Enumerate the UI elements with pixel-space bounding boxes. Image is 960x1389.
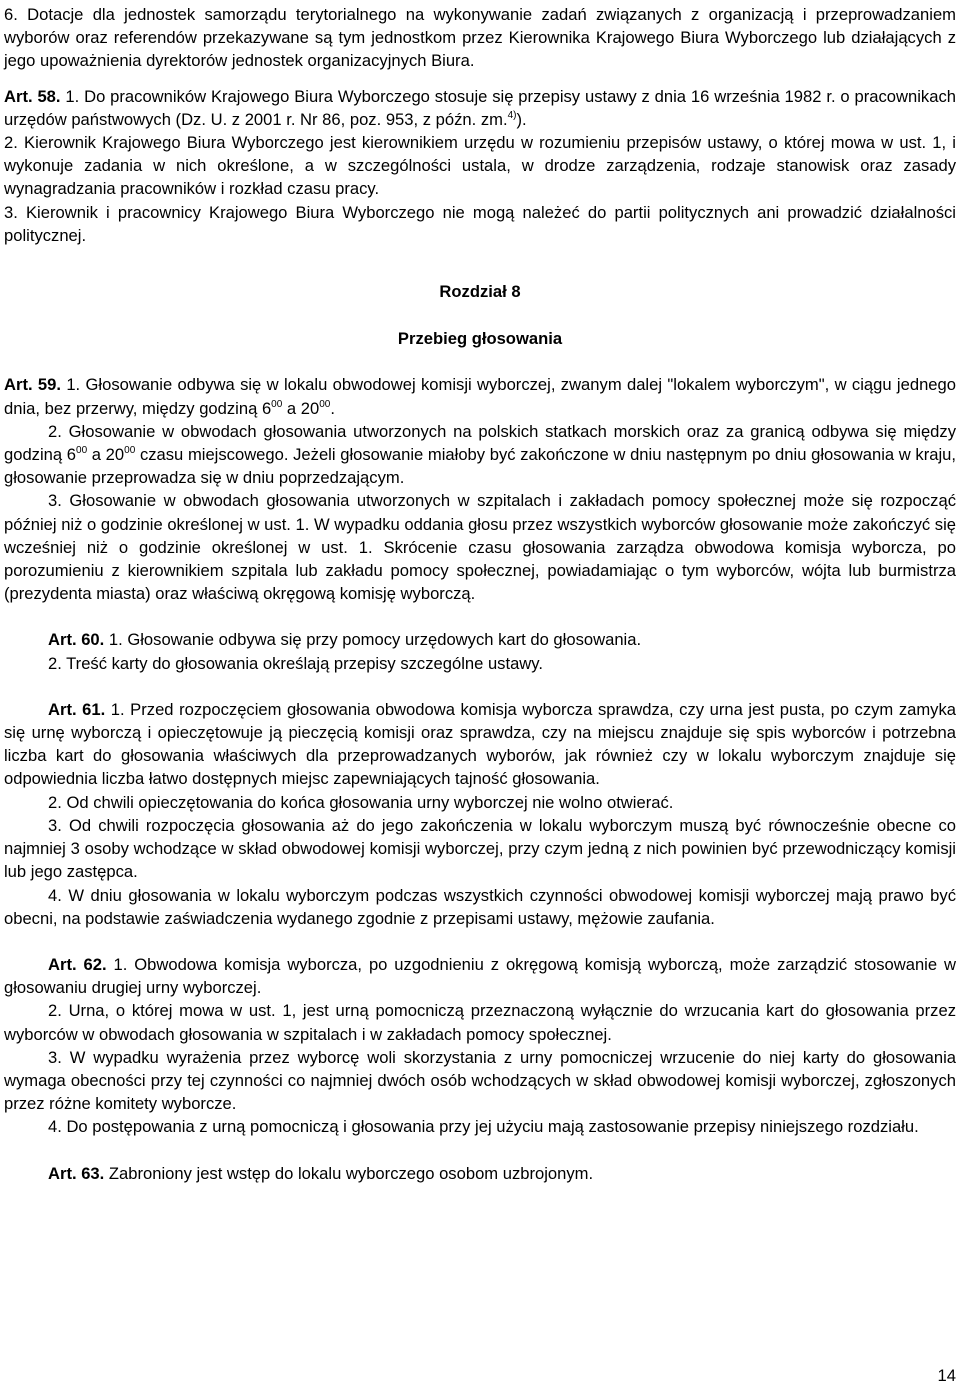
document-page xyxy=(4,3,956,1185)
text-span: ). xyxy=(516,109,527,129)
article-label: Art. 61. xyxy=(48,699,106,719)
art-58-paragraph-1 xyxy=(4,85,956,131)
art-58-paragraph-3: 3. Kierownik i pracownicy Krajowego Biura Wyborczego nie mogą należeć do partii politycznych ani prowadzić działalności politycznej. xyxy=(4,202,956,245)
text-span: 1. Do pracowników Krajowego Biura Wyborczego stosuje się przepisy ustawy z dnia 16 września 1982 r. o pracownikach urzędów państwowych (Dz. U. z 2001 r. Nr 86, poz. 953, z późn. zm. xyxy=(4,86,956,129)
art-62-paragraph-2: 2. Urna, o której mowa w ust. 1, jest urną pomocniczą przeznaczoną wyłącznie do wrzucania kart do głosowania przez wyborców w obwodach głosowania w szpitalach i w zakładach pomocy społecznej. xyxy=(4,1001,956,1044)
text-span: 2. Głosowanie w obwodach głosowania utworzonych na polskich statkach morskich oraz za granicą odbywa się między godziną 6 xyxy=(4,421,956,465)
article-label: Art. 60. xyxy=(48,630,105,650)
art-62-paragraph-4: 4. Do postępowania z urną pomocniczą i głosowania przy jej użyciu mają zastosowanie przepisy niniejszego rozdziału. xyxy=(48,1117,919,1137)
art-60-paragraph-2: 2. Treść karty do głosowania określają przepisy szczególne ustawy. xyxy=(48,653,543,673)
text-span: 1. Przed rozpoczęciem głosowania obwodowa komisja wyborcza sprawdza, czy urna jest pusta, po czym zamyka się urnę wyborczą i opieczętowuje ją pieczęcią komisji oraz sprawdza, czy na miejscu znajduje się spis wyborców i potrzebna liczba kart do głosowania właściwych dla przeprowadzanych wyborów, jak również czy w lokalu wyborczym znajduje się odpowiednia liczba łatwo dostępnych miejsc zapewniających tajność głosowania. xyxy=(4,699,956,789)
art-61-paragraph-1 xyxy=(4,698,956,791)
chapter-label: Rozdział 8 xyxy=(439,282,521,302)
text-span: a 20 xyxy=(282,398,320,418)
text-span: . xyxy=(330,398,335,418)
footnote-ref: 4) xyxy=(507,109,517,121)
art-63-paragraph-1 xyxy=(4,1162,956,1185)
art-60-paragraph-1 xyxy=(4,628,956,651)
article-label: Art. 62. xyxy=(48,954,107,974)
art-62-paragraph-3: 3. W wypadku wyrażenia przez wyborcę woli skorzystania z urny pomocniczej wrzucenie do niej karty do głosowania wymaga obecności przy tej czynności co najmniej dwóch osób wchodzących w skład obwodowej komisji wyborczej, zgłoszonych przez różne komitety wyborcze. xyxy=(4,1047,956,1114)
text-span: Zabroniony jest wstęp do lokalu wyborczego osobom uzbrojonym. xyxy=(104,1163,594,1183)
article-label: Art. 59. xyxy=(4,375,61,395)
superscript: 00 xyxy=(124,445,136,457)
art-59-paragraph-3: 3. Głosowanie w obwodach głosowania utworzonych w szpitalach i zakładach pomocy społecznej może się rozpocząć później niż o godzinie określonej w ust. 1. W wypadku oddania głosu przez wszystkich wyborców głosowanie może zakończyć się wcześniej niż o godzinie określonej w ust. 1. Skrócenie czasu głosowania zarządza obwodowa komisja wyborcza, po porozumieniu z kierownikiem szpitala lub zakładu pomocy społecznej, powiadamiając o tym wyborców, wójta lub burmistrza (prezydenta miasta) oraz właściwą okręgową komisję wyborczą. xyxy=(4,491,956,604)
paragraph-item-6: 6. Dotacje dla jednostek samorządu terytorialnego na wykonywanie zadań związanych z organizacją i przeprowadzaniem wyborów oraz referendów przekazywane są tym jednostkom przez Kierownika Krajowego Biura Wyborczego lub działających z jego upoważnienia dyrektorów jednostek organizacyjnych Biura. xyxy=(4,5,956,71)
chapter-title: Przebieg głosowania xyxy=(397,329,563,349)
art-59-paragraph-1 xyxy=(4,373,956,419)
superscript: 00 xyxy=(271,398,283,410)
art-58-paragraph-2: 2. Kierownik Krajowego Biura Wyborczego jest kierownikiem urzędu w rozumieniu przepisów ustawy, o której mowa w ust. 1, i wykonuje zadania w nich określone, a w szczególności ustala, w drodze zarządzenia, rodzaje stanowisk oraz zasady wynagradzania pracowników i rozkład czasu pracy. xyxy=(4,133,956,199)
superscript: 00 xyxy=(76,445,88,457)
art-62-paragraph-1 xyxy=(4,953,956,999)
text-span: 1. Głosowanie odbywa się przy pomocy urzędowych kart do głosowania. xyxy=(104,630,642,650)
art-61-paragraph-3: 3. Od chwili rozpoczęcia głosowania aż do jego zakończenia w lokalu wyborczym muszą być równocześnie obecne co najmniej 3 osoby wchodzące w skład obwodowej komisji wyborczej, przy czym jedną z nich powinien być przewodniczący komisji lub jego zastępca. xyxy=(4,815,956,882)
page-number: 14 xyxy=(937,1366,956,1385)
text-span: a 20 xyxy=(87,445,125,465)
text-span: 1. Głosowanie odbywa się w lokalu obwodowej komisji wyborczej, zwanym dalej "lokalem wyborczym", w ciągu jednego dnia, bez przerwy, między godziną 6 xyxy=(4,375,956,418)
text-span: 1. Obwodowa komisja wyborcza, po uzgodnieniu z okręgową komisją wyborczą, może zarządzić stosowanie w głosowaniu drugiej urny wyborczej. xyxy=(4,954,956,998)
text-span: czasu miejscowego. Jeżeli głosowanie miałoby być zakończone w dniu następnym po dniu głosowania w kraju, głosowanie przeprowadza się w dniu poprzedzającym. xyxy=(4,445,956,488)
superscript: 00 xyxy=(319,398,331,410)
art-59-paragraph-2 xyxy=(4,420,956,490)
article-label: Art. 58. xyxy=(4,86,61,106)
art-61-paragraph-4: 4. W dniu głosowania w lokalu wyborczym podczas wszystkich czynności obwodowej komisji wyborczej mają prawo być obecni, na podstawie zaświadczenia wydanego zgodnie z przepisami ustawy, mężowie zaufania. xyxy=(4,885,956,928)
article-label: Art. 63. xyxy=(48,1163,105,1183)
art-61-paragraph-2: 2. Od chwili opieczętowania do końca głosowania urny wyborczej nie wolno otwierać. xyxy=(48,792,674,812)
